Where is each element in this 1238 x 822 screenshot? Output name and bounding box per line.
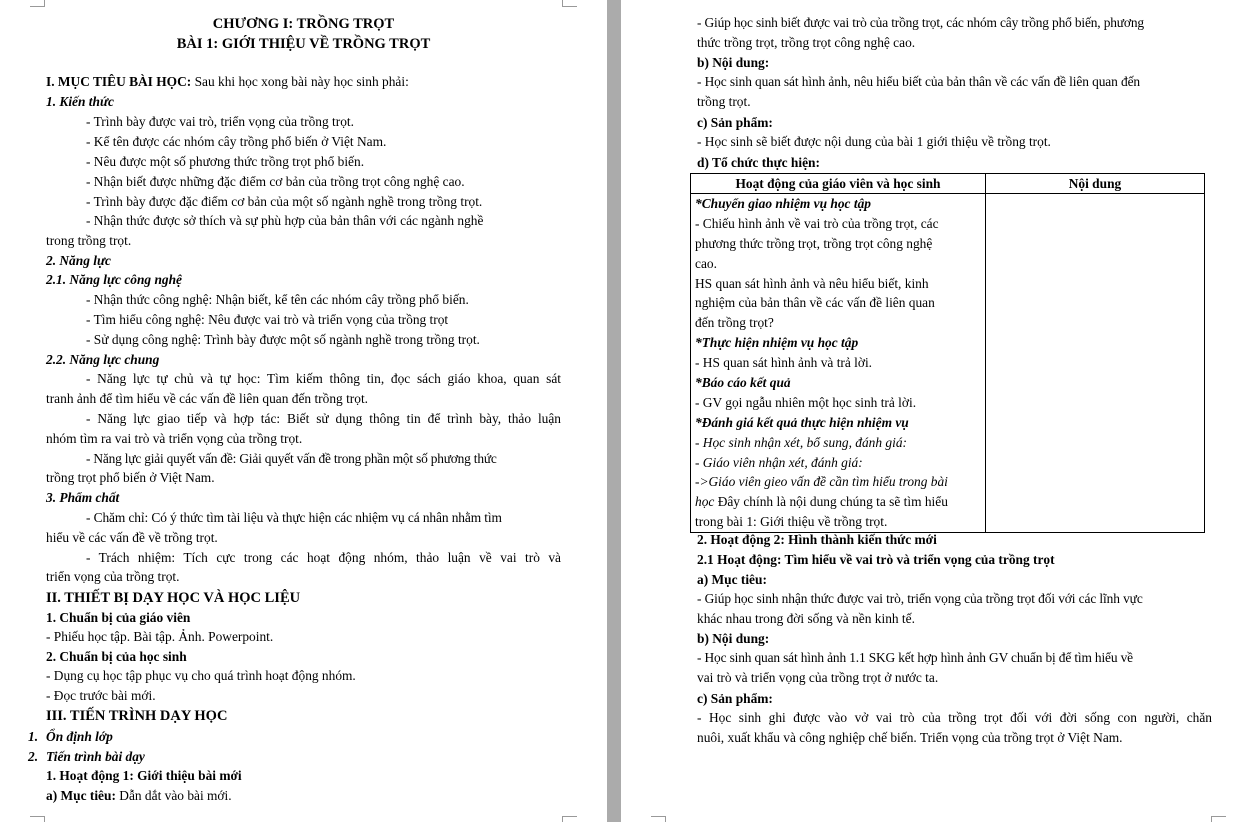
knowledge-item: - Nhận thức được sở thích và sự phù hợp của bản thân với các ngành nghề bbox=[86, 213, 484, 228]
general-ability-line: trồng trọt phổ biến ở Việt Nam. bbox=[46, 470, 215, 485]
activity1-heading: 1. Hoạt động 1: Giới thiệu bài mới bbox=[46, 768, 242, 783]
quality-line: - Trách nhiệm: Tích cực trong các hoạt động nhóm, thảo luận về vai trò và bbox=[86, 550, 561, 565]
activity2-heading: 2. Hoạt động 2: Hình thành kiến thức mới bbox=[697, 532, 937, 547]
tech-ability-item: - Tìm hiểu công nghệ: Nêu được vai trò và triển vọng của trồng trọt bbox=[86, 312, 449, 327]
table-cell-line: ->Giáo viên gieo vấn đề cần tìm hiểu trong bài bbox=[695, 474, 948, 490]
content-line: vai trò và triển vọng của trồng trọt ở nước ta. bbox=[697, 670, 939, 685]
content-label: b) Nội dung: bbox=[697, 631, 770, 646]
product-label: c) Sản phẩm: bbox=[697, 115, 773, 130]
table-cell-italic: học bbox=[695, 494, 715, 510]
objective-label: a) Mục tiêu: bbox=[697, 572, 767, 587]
table-cell-line: phương thức trồng trọt, trồng trọt công nghệ bbox=[695, 235, 933, 251]
teacher-prep-item: - Phiếu học tập. Bài tập. Ảnh. Powerpoint. bbox=[46, 629, 274, 644]
student-prep-heading: 2. Chuẩn bị của học sinh bbox=[46, 649, 187, 664]
product-line: nuôi, xuất khẩu và công nghiệp chế biến. Triển vọng của trồng trọt ở Việt Nam. bbox=[697, 730, 1123, 745]
content-cell bbox=[986, 194, 1205, 533]
table-header-row bbox=[691, 174, 1205, 194]
page-corner-mark bbox=[651, 816, 666, 822]
page-corner-mark bbox=[562, 816, 577, 822]
knowledge-item: trong trồng trọt. bbox=[46, 233, 132, 248]
product-line: - Học sinh sẽ biết được nội dung của bài 1 giới thiệu về trồng trọt. bbox=[697, 134, 1051, 149]
general-ability-line: nhóm tìm ra vai trò và triển vọng của trồng trọt. bbox=[46, 431, 303, 446]
table-cell-line: - GV gọi ngẫu nhiên một học sinh trả lời. bbox=[695, 394, 917, 410]
table-cell-line: *Thực hiện nhiệm vụ học tập bbox=[695, 335, 859, 351]
teacher-prep-heading: 1. Chuẩn bị của giáo viên bbox=[46, 610, 191, 625]
table-cell-line: - Học sinh nhận xét, bổ sung, đánh giá: bbox=[695, 434, 907, 450]
lesson-title: BÀI 1: GIỚI THIỆU VỀ TRỒNG TRỌT bbox=[176, 36, 431, 52]
objective-line: thức trồng trọt, trồng trọt công nghệ cao. bbox=[697, 35, 916, 50]
table-cell-line: đến trồng trọt? bbox=[695, 315, 774, 331]
general-ability-line: - Năng lực tự chủ và tự học: Tìm kiếm thông tin, đọc sách giáo khoa, quan sát bbox=[86, 371, 561, 386]
table-cell-line: - HS quan sát hình ảnh và trả lời. bbox=[695, 355, 873, 371]
table-cell-line: trong bài 1: Giới thiệu về trồng trọt. bbox=[695, 514, 888, 530]
objective-text: Dẫn dắt vào bài mới. bbox=[115, 788, 232, 803]
knowledge-item: - Trình bày được đặc điểm cơ bản của một số ngành nghề trong trồng trọt. bbox=[86, 194, 483, 209]
section-heading: I. MỤC TIÊU BÀI HỌC: bbox=[46, 74, 192, 89]
chapter-title: CHƯƠNG I: TRỒNG TRỌT bbox=[212, 16, 395, 32]
table-cell-line: nghiệm của bản thân về các vấn đề liên quan bbox=[695, 295, 935, 311]
objective-line: khác nhau trong đời sống và nền kinh tế. bbox=[697, 611, 915, 626]
student-prep-item: - Dụng cụ học tập phục vụ cho quá trình hoạt động nhóm. bbox=[46, 668, 356, 683]
knowledge-heading: 1. Kiến thức bbox=[46, 94, 114, 109]
quality-line: triển vọng của trồng trọt. bbox=[46, 569, 180, 584]
step-number: 2. bbox=[28, 749, 39, 764]
content-line: - Học sinh quan sát hình ảnh, nêu hiểu biết của bản thân về các vấn đề liên quan đến bbox=[697, 74, 1141, 89]
knowledge-item: - Kể tên được các nhóm cây trồng phổ biến ở Việt Nam. bbox=[86, 134, 387, 149]
activity-table bbox=[690, 173, 1205, 533]
objective-line: - Giúp học sinh biết được vai trò của trồng trọt, các nhóm cây trồng phổ biến, phương bbox=[697, 15, 1144, 30]
section-intro: Sau khi học xong bài này học sinh phải: bbox=[191, 74, 409, 89]
tech-ability-item: - Nhận thức công nghệ: Nhận biết, kể tên các nhóm cây trồng phổ biến. bbox=[86, 292, 469, 307]
page-corner-mark bbox=[1211, 816, 1226, 822]
table-cell-line: - Chiếu hình ảnh về vai trò của trồng trọt, các bbox=[695, 215, 939, 231]
general-ability-line: tranh ảnh để tìm hiểu về các vấn đề liên quan đến trồng trọt. bbox=[46, 391, 369, 406]
document-page-left bbox=[0, 0, 607, 822]
table-cell-line: HS quan sát hình ảnh và nêu hiểu biết, kinh bbox=[695, 275, 929, 291]
tech-ability-item: - Sử dụng công nghệ: Trình bày được một số ngành nghề trong trồng trọt. bbox=[86, 332, 480, 347]
table-cell-line: cao. bbox=[695, 255, 717, 271]
general-ability-line: - Năng lực giao tiếp và hợp tác: Biết sử dụng thông tin để trình bày, thảo luận bbox=[86, 411, 561, 426]
step-number: 1. bbox=[28, 729, 39, 744]
knowledge-item: - Nêu được một số phương thức trồng trọt phổ biến. bbox=[86, 154, 365, 169]
student-prep-item: - Đọc trước bài mới. bbox=[46, 688, 156, 703]
product-label: c) Sản phẩm: bbox=[697, 691, 773, 706]
knowledge-item: - Nhận biết được những đặc điểm cơ bản của trồng trọt công nghệ cao. bbox=[86, 174, 465, 189]
knowledge-item: - Trình bày được vai trò, triển vọng của trồng trọt. bbox=[86, 114, 354, 129]
page-corner-mark bbox=[30, 816, 45, 822]
process-step bbox=[28, 727, 113, 747]
step-text: Ổn định lớp bbox=[46, 729, 113, 744]
table-cell-line: *Chuyển giao nhiệm vụ học tập bbox=[695, 196, 871, 211]
tech-ability-heading: 2.1. Năng lực công nghệ bbox=[46, 272, 182, 287]
general-ability-line: - Năng lực giải quyết vấn đề: Giải quyết vấn đề trong phần một số phương thức bbox=[86, 451, 497, 466]
section-process-heading: III. TIẾN TRÌNH DẠY HỌC bbox=[46, 708, 228, 724]
ability-heading: 2. Năng lực bbox=[46, 253, 111, 268]
objective-line: - Giúp học sinh nhận thức được vai trò, triển vọng của trồng trọt đối với các lĩnh vực bbox=[697, 591, 1143, 606]
table-header-activity: Hoạt động của giáo viên và học sinh bbox=[691, 174, 986, 194]
section-objectives bbox=[46, 72, 409, 92]
page-corner-mark bbox=[30, 0, 45, 7]
product-line: - Học sinh ghi được vào vở vai trò của trồng trọt đối với đời sống con người, chăn bbox=[697, 710, 1212, 725]
table-cell-line: *Đánh giá kết quả thực hiện nhiệm vụ bbox=[695, 414, 909, 430]
activity-cell bbox=[691, 194, 986, 533]
organize-label: d) Tổ chức thực hiện: bbox=[697, 155, 820, 170]
table-cell-line: *Báo cáo kết quả bbox=[695, 375, 791, 391]
table-header-content: Nội dung bbox=[986, 174, 1205, 194]
content-line: trồng trọt. bbox=[697, 94, 751, 109]
table-row bbox=[691, 194, 1205, 533]
document-page-right bbox=[621, 0, 1238, 822]
step-text: Tiến trình bài dạy bbox=[46, 749, 145, 764]
process-step bbox=[28, 747, 145, 767]
table-cell-text: Đây chính là nội dung chúng ta sẽ tìm hiểu bbox=[714, 494, 948, 510]
activity21-heading: 2.1 Hoạt động: Tìm hiểu về vai trò và triển vọng của trồng trọt bbox=[697, 552, 1055, 567]
objective-label: a) Mục tiêu: bbox=[46, 788, 116, 803]
quality-line: hiểu về các vấn đề về trồng trọt. bbox=[46, 530, 218, 545]
activity1-objective bbox=[46, 786, 232, 806]
quality-heading: 3. Phẩm chất bbox=[46, 490, 120, 505]
content-line: - Học sinh quan sát hình ảnh 1.1 SKG kết hợp hình ảnh GV chuẩn bị để tìm hiểu về bbox=[697, 650, 1133, 665]
table-cell-line bbox=[695, 492, 981, 512]
quality-line: - Chăm chỉ: Có ý thức tìm tài liệu và thực hiện các nhiệm vụ cá nhân nhằm tìm bbox=[86, 510, 502, 525]
general-ability-heading: 2.2. Năng lực chung bbox=[46, 352, 160, 367]
table-cell-line: - Giáo viên nhận xét, đánh giá: bbox=[695, 454, 863, 470]
page-corner-mark bbox=[562, 0, 577, 7]
content-label: b) Nội dung: bbox=[697, 55, 770, 70]
section-equipment-heading: II. THIẾT BỊ DẠY HỌC VÀ HỌC LIỆU bbox=[46, 590, 301, 606]
